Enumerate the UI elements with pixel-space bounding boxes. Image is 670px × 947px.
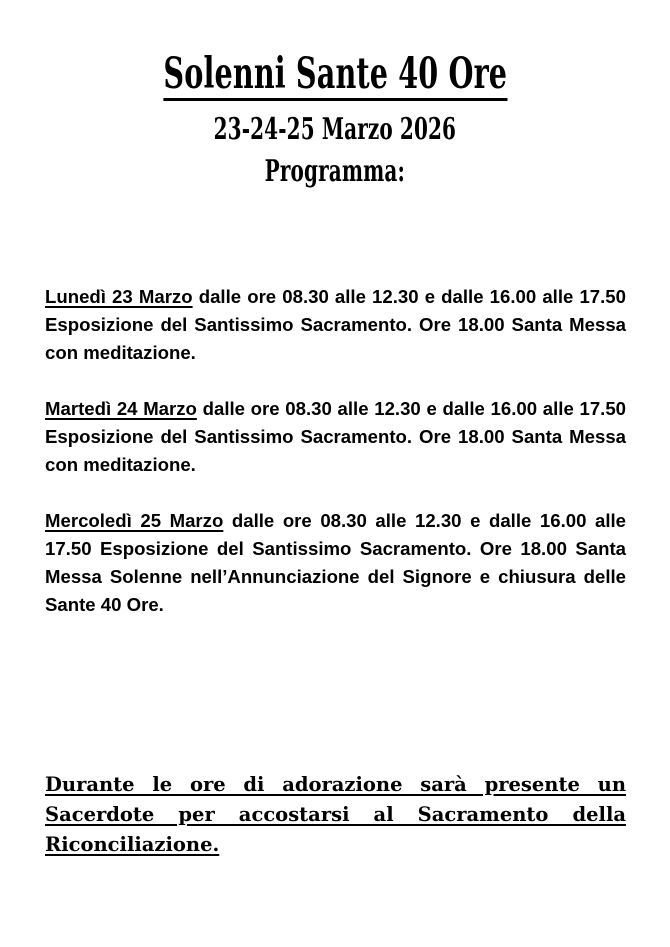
schedule-day-details: dalle ore 08.30 alle 12.30 e dalle 16.00 alle 17.50 Esposizione del Santissimo Sacramento. Ore 18.00 Santa Messa Solenne nell’Annunciazione del Signore e chiusura delle Sante 40 Ore. (45, 510, 626, 615)
closing-note (45, 770, 626, 860)
subtitle-dates-text: 23-24-25 Marzo 2026 (213, 112, 457, 147)
schedule-entry (45, 395, 626, 479)
page-title-text: Solenni Sante 40 Ore (163, 49, 507, 99)
schedule-entry (45, 507, 626, 619)
subtitle-program (0, 155, 670, 189)
closing-note-text: Durante le ore di adorazione sarà presente un Sacerdote per accostarsi al Sacramento della Riconciliazione. (45, 773, 626, 856)
schedule-day-details: dalle ore 08.30 alle 12.30 e dalle 16.00 alle 17.50 Esposizione del Santissimo Sacramento. Ore 18.00 Santa Messa con meditazione. (45, 398, 627, 475)
page-title (0, 49, 670, 99)
schedule-entry (45, 283, 626, 367)
schedule-list (45, 283, 626, 619)
schedule-day-label: Mercoledì 25 Marzo (45, 510, 224, 531)
subtitle-dates (0, 113, 670, 147)
schedule-day-details: dalle ore 08.30 alle 12.30 e dalle 16.00 alle 17.50 Esposizione del Santissimo Sacramento. Ore 18.00 Santa Messa con meditazione. (45, 286, 626, 363)
schedule-day-label: Lunedì 23 Marzo (45, 286, 193, 307)
subtitle-program-text: Programma: (264, 154, 406, 189)
schedule-day-label: Martedì 24 Marzo (45, 398, 197, 419)
